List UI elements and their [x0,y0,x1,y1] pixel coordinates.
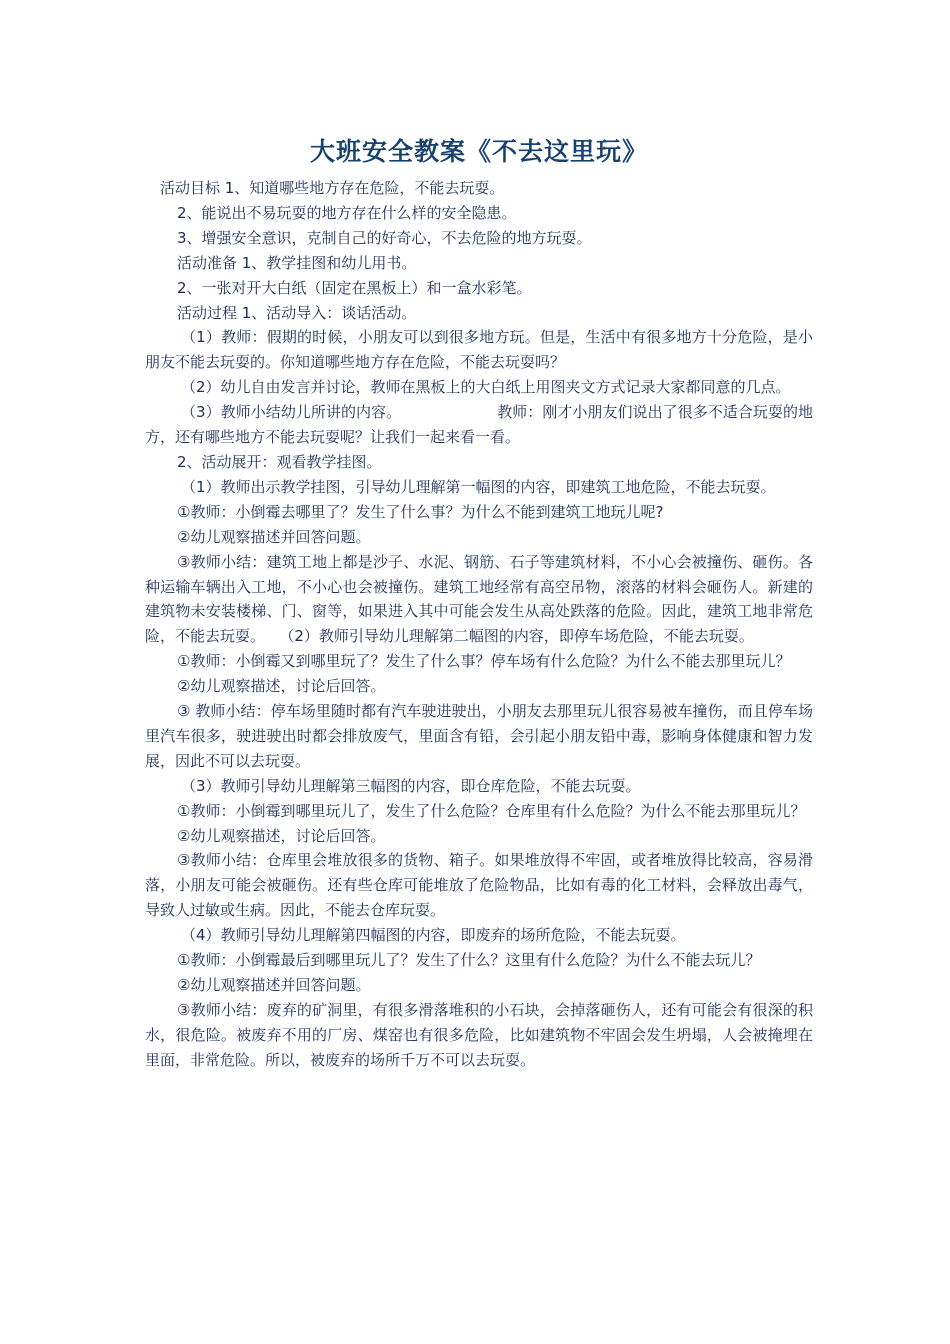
paragraph-chart-1-question: ①教师：小倒霉去哪里了？发生了什么事？为什么不能到建筑工地玩儿呢? [177,502,664,521]
step-1-3-teacher-remark: 教师：刚才小朋友们说出了很多不适合玩耍的地方，还有哪些地方不能去玩耍呢？让我们一起来看一看。 [145,403,813,447]
paragraph-process-1: 活动过程 1、活动导入：谈话活动。 [177,303,417,322]
paragraph-step-1-1: （1）教师：假期的时候，小朋友可以到很多地方玩。但是，生活中有很多地方十分危险，是小朋友不能去玩耍的。你知道哪些地方存在危险，不能去玩耍吗？ [145,328,813,372]
paragraph-chart-4-observe: ②幼儿观察描述并回答问题。 [177,976,371,994]
paragraph-chart-2-observe: ②幼儿观察描述，讨论后回答。 [177,677,386,696]
paragraph-preparation-1: 活动准备 1、教学挂图和幼儿用书。 [177,253,417,272]
paragraph-chart-3-summary: ③教师小结：仓库里会堆放很多的货物、箱子。如果堆放得不牢固，或者堆放得比较高，容易滑落，小朋友可能会被砸伤。还有些仓库可能堆放了危险物品，比如有毒的化工材料，会释放出毒气，导致人过敏或生病。因此，不能去仓库玩耍。 [145,851,813,920]
chart-1-summary-text: ③教师小结：建筑工地上都是沙子、水泥、钢筋、石子等建筑材料，不小心会被撞伤、砸伤。各种运输车辆出入工地，不小心也会被撞伤。建筑工地经常有高空吊物，滚落的材料会砸伤人。新建的建筑物未安装楼梯、门、窗等，如果进入其中可能会发生从高处跌落的危险。因此，建筑工地非常危险，不能去玩耍。 [145,552,813,646]
paragraph-step-1-3 [145,400,813,450]
paragraph-process-2: 2、活动展开：观看教学挂图。 [177,452,382,471]
paragraph-chart-4: （4）教师引导幼儿理解第四幅图的内容，即废弃的场所危险，不能去玩耍。 [181,926,686,945]
paragraph-chart-4-summary: ③教师小结：废弃的矿洞里，有很多滑落堆积的小石块，会掉落砸伤人，还有可能会有很深的积水，很危险。被废弃不用的厂房、煤窑也有很多危险，比如建筑物不牢固会发生坍塌，人会被掩埋在里面，非常危险。所以，被废弃的场所千万不可以去玩耍。 [145,1000,813,1069]
step-1-3-summary: （3）教师小结幼儿所讲的内容。 [181,403,402,422]
paragraph-chart-3: （3）教师引导幼儿理解第三幅图的内容，即仓库危险，不能去玩耍。 [181,776,641,795]
lesson-content [145,176,813,1073]
paragraph-chart-2-question: ①教师：小倒霉又到哪里玩了？发生了什么事？停车场有什么危险？为什么不能去那里玩儿？ [177,652,791,671]
document-body [145,132,813,1073]
paragraph-chart-2-summary: ③ 教师小结：停车场里随时都有汽车驶进驶出，小朋友去那里玩儿很容易被车撞伤，而且停车场里汽车很多，驶进驶出时都会排放废气，里面含有铅，会引起小朋友铅中毒，影响身体健康和智力发展，因此不可以去玩耍。 [145,702,813,770]
paragraph-chart-4-question: ①教师：小倒霉最后到哪里玩儿了？发生了什么？这里有什么危险？为什么不能去玩儿？ [177,951,761,970]
paragraph-preparation-2: 2、一张对开大白纸（固定在黑板上）和一盒水彩笔。 [177,278,532,297]
paragraph-chart-1-summary [145,550,813,650]
paragraph-step-1-2: （2）幼儿自由发言并讨论，教师在黑板上的大白纸上用图夹文方式记录大家都同意的几点。 [181,378,791,397]
chart-2-intro-text: （2）教师引导幼儿理解第二幅图的内容，即停车场危险，不能去玩耍。 [279,627,754,646]
paragraph-chart-1-observe: ②幼儿观察描述并回答问题。 [177,527,371,546]
document-title: 大班安全教案《不去这里玩》 [309,137,648,166]
paragraph-objective-2: 2、能说出不易玩耍的地方存在什么样的安全隐患。 [177,203,517,222]
paragraph-objective-3: 3、增强安全意识，克制自己的好奇心，不去危险的地方玩耍。 [177,228,592,247]
paragraph-objective-1: 活动目标 1、知道哪些地方存在危险，不能去玩耍。 [160,179,505,197]
paragraph-chart-3-observe: ②幼儿观察描述，讨论后回答。 [177,826,386,845]
paragraph-chart-1: （1）教师出示教学挂图，引导幼儿理解第一幅图的内容，即建筑工地危险，不能去玩耍。 [181,477,776,496]
paragraph-chart-3-question: ①教师：小倒霉到哪里玩儿了，发生了什么危险？仓库里有什么危险？为什么不能去那里玩儿？ [177,801,806,820]
